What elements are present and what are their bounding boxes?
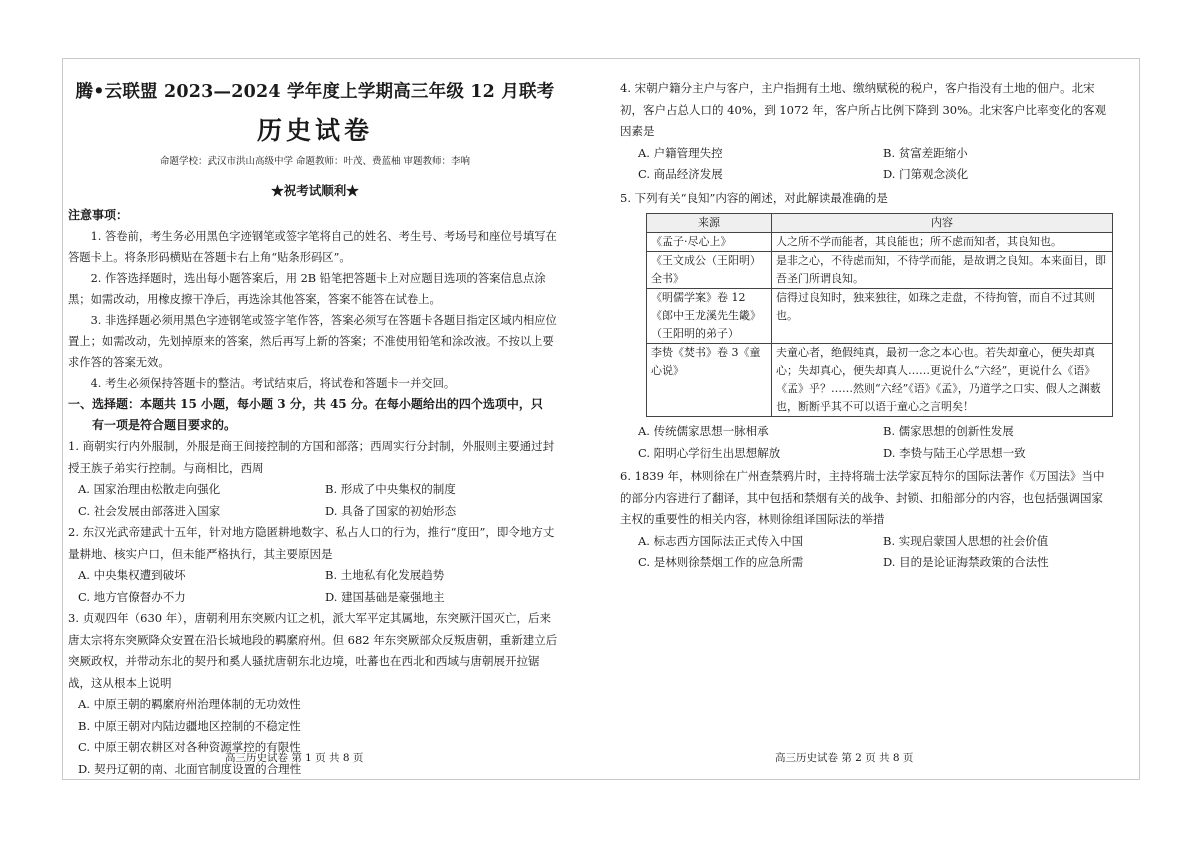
note-item: 3. 非选择题必须用黑色字迹钢笔或签字笔作答，答案必须写在答题卡各题目指定区域内相应位置上；如需改动，先划掉原来的答案，然后再写上新的答案；不准使用铅笔和涂改液。不按以上要求作答的答案无效。 xyxy=(68,314,557,369)
option-d: D. 李贽与陆王心学思想一致 xyxy=(883,445,1026,460)
question-stem: 4. 宋朝户籍分主户与客户，主户指拥有土地、缴纳赋税的税户，客户指没有土地的佃户。北宋初，客户占总人口的 40%，到 1072 年，客户所占比例下降到 30%。北宋客户比率变化的客观因素是 xyxy=(620,81,1107,138)
option-b: B. 实现启蒙国人思想的社会价值 xyxy=(883,533,1049,548)
option-c: C. 是林则徐禁烟工作的应急所需 xyxy=(638,555,804,569)
table-row xyxy=(647,344,1113,417)
option-a: A. 传统儒家思想一脉相承 xyxy=(638,424,769,438)
column-header-content: 内容 xyxy=(772,214,1113,233)
option-d: D. 具备了国家的初始形态 xyxy=(325,503,457,518)
option-c: C. 社会发展由部落进入国家 xyxy=(78,503,221,518)
question-stem: 2. 东汉光武帝建武十五年，针对地方隐匿耕地数字、私占人口的行为，推行“度田”，即令地方丈量耕地、核实户口，但未能严格执行，其主要原因是 xyxy=(68,525,555,561)
question-4 xyxy=(620,78,1110,186)
page-2 xyxy=(620,78,1110,574)
page-1-footer: 高三历史试卷 第 1 页 共 8 页 xyxy=(225,752,364,764)
question-1 xyxy=(68,436,562,522)
table-row xyxy=(647,289,1113,344)
note-item: 1. 答卷前，考生务必用黑色字迹钢笔或签字笔将自己的姓名、考生号、考场号和座位号填写在答题卡上。将条形码横贴在答题卡右上角“贴条形码区”。 xyxy=(68,230,557,264)
table-cell-source: 李贽《焚书》卷 3《童心说》 xyxy=(647,344,772,417)
option-a: A. 国家治理由松散走向强化 xyxy=(78,482,221,496)
option-d: D. 目的是论证海禁政策的合法性 xyxy=(883,555,1049,569)
option-d: D. 建国基础是豪强地主 xyxy=(325,589,445,604)
table-cell-source: 《孟子·尽心上》 xyxy=(647,233,772,252)
option-d: D. 契丹辽朝的南、北面官制度设置的合理性 xyxy=(78,761,302,776)
option-b: B. 形成了中央集权的制度 xyxy=(325,482,456,496)
option-a: A. 中央集权遭到破坏 xyxy=(78,568,186,582)
table-cell-content: 信得过良知时，独来独往，如珠之走盘，不待拘管，而自不过其则也。 xyxy=(772,289,1113,344)
question-5 xyxy=(620,188,1110,465)
question-stem: 6. 1839 年，林则徐在广州查禁鸦片时，主持将瑞士法学家瓦特尔的国际法著作《万国法》当中的部分内容进行了翻译，其中包括和禁烟有关的战争、封锁、扣船部分的内容，也包括强调国家主权的重要性的相关内容，林则徐组译国际法的举措 xyxy=(620,469,1105,526)
table-cell-content: 人之所不学而能者，其良能也；所不虑而知者，其良知也。 xyxy=(772,233,1113,252)
exam-title: 历史试卷 xyxy=(256,116,373,145)
option-c: C. 商品经济发展 xyxy=(638,167,723,181)
page-1 xyxy=(68,78,562,780)
note-item: 2. 作答选择题时，选出每小题答案后，用 2B 铅笔把答题卡上对应题目选项的答案信息点涂黑；如需改动，用橡皮擦干净后，再选涂其他答案，答案不能答在试卷上。 xyxy=(68,272,546,306)
option-a: A. 户籍管理失控 xyxy=(638,145,723,160)
table-cell-content: 是非之心，不待虑而知，不待学而能，是故谓之良知。本来面目，即吾圣门所谓良知。 xyxy=(772,252,1113,289)
exam-header: 腾•云联盟 2023—2024 学年度上学期高三年级 12 月联考 xyxy=(75,82,555,102)
question-6 xyxy=(620,466,1110,574)
note-item: 4. 考生必须保持答题卡的整洁。考试结束后，将试卷和答题卡一并交回。 xyxy=(90,377,456,390)
table-row xyxy=(647,233,1113,252)
table-cell-source: 《王文成公（王阳明）全书》 xyxy=(647,252,772,289)
table-cell-source: 《明儒学案》卷 12《郎中王龙溪先生畿》（王阳明的弟子） xyxy=(647,289,772,344)
question-stem: 5. 下列有关“良知”内容的阐述，对此解读最准确的是 xyxy=(620,190,888,205)
option-b: B. 儒家思想的创新性发展 xyxy=(883,424,1014,438)
question-stem: 1. 商朝实行内外服制，外服是商王间接控制的方国和部落；西周实行分封制，外服则主要通过封授王族子弟实行控制。与商相比，西周 xyxy=(68,439,555,475)
liangzhi-source-table xyxy=(646,213,1113,417)
table-row xyxy=(647,252,1113,289)
page-2-footer: 高三历史试卷 第 2 页 共 8 页 xyxy=(775,752,914,764)
section-heading-line1: 一、选择题：本题共 15 小题，每小题 3 分，共 45 分。在每小题给出的四个选项中，只 xyxy=(68,397,543,411)
question-2 xyxy=(68,522,562,608)
option-b: B. 中原王朝对内陆边疆地区控制的不稳定性 xyxy=(78,718,301,733)
notes-heading: 注意事项： xyxy=(68,208,129,222)
option-d: D. 门第观念淡化 xyxy=(883,167,969,181)
good-luck-banner: ★祝考试顺利★ xyxy=(271,183,359,198)
question-stem: 3. 贞观四年（630 年），唐朝利用东突厥内讧之机，派大军平定其属地，东突厥汗国灭亡，后来唐太宗将东突厥降众安置在沿长城地段的羁縻府州。但 682 年东突厥部众反叛唐朝，重新建立后突厥政权，并带动东北的契丹和奚人骚扰唐朝东北边境，吐蕃也在西北和西域与唐朝展开拉锯战，这从根本上说明 xyxy=(68,611,558,690)
section-heading xyxy=(68,394,562,436)
option-b: B. 土地私有化发展趋势 xyxy=(325,568,445,582)
option-a: A. 标志西方国际法正式传入中国 xyxy=(638,533,804,548)
exam-credits: 命题学校：武汉市洪山高级中学 命题教师：叶茂、费蓝柚 审题教师：李响 xyxy=(159,156,471,167)
option-a: A. 中原王朝的羁縻府州治理体制的无功效性 xyxy=(78,697,301,711)
table-header-row xyxy=(647,214,1113,233)
column-header-source: 来源 xyxy=(647,214,772,233)
table-cell-content: 夫童心者，绝假纯真，最初一念之本心也。若失却童心，便失却真心；失却真心，便失却真人……更说什么“六经”，更说什么《语》《孟》乎？……然则“六经”《语》《孟》，乃道学之口实、假人之渊薮也，断断乎其不可以语于童心之言明矣！ xyxy=(772,344,1113,417)
option-b: B. 贫富差距缩小 xyxy=(883,145,968,160)
option-c: C. 中原王朝农耕区对各种资源掌控的有限性 xyxy=(78,740,301,754)
option-c: C. 地方官僚督办不力 xyxy=(78,589,186,604)
option-c: C. 阳明心学衍生出思想解放 xyxy=(638,445,781,460)
section-heading-line2: 有一项是符合题目要求的。 xyxy=(92,418,237,432)
